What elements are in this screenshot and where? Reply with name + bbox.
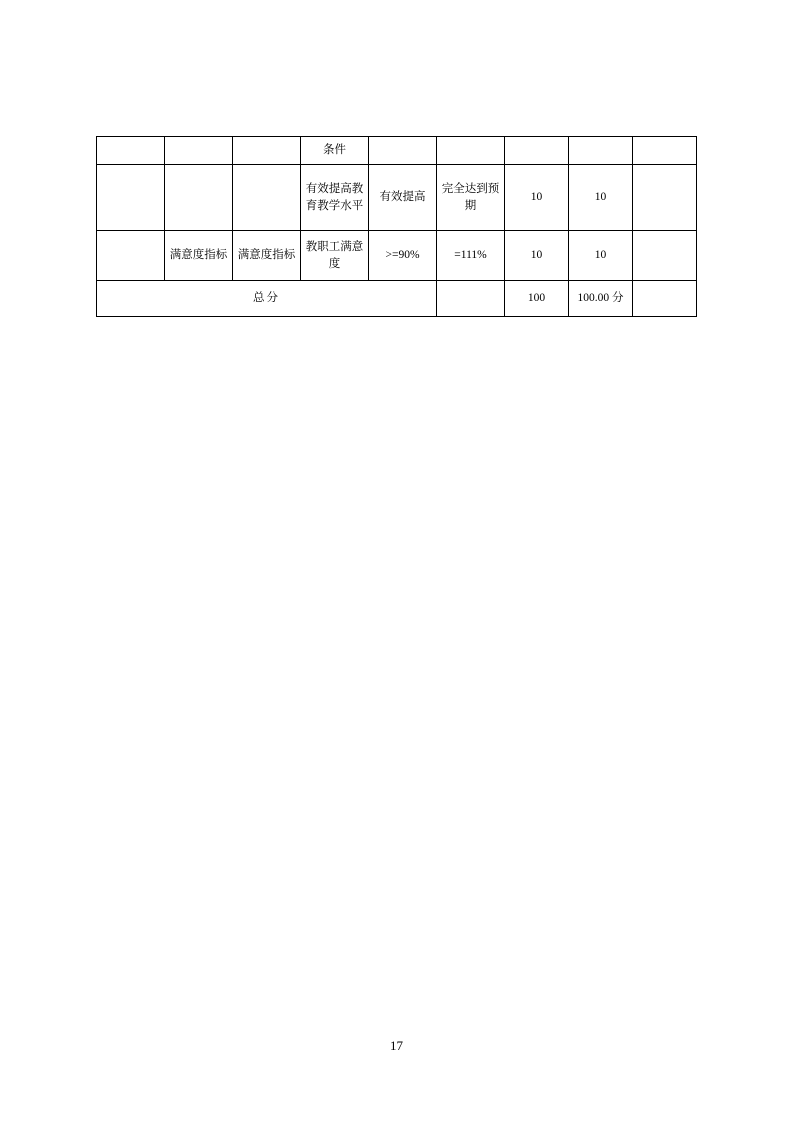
cell-col4: 条件 (301, 137, 369, 165)
cell-col3 (233, 165, 301, 231)
cell-col6: =111% (437, 231, 505, 281)
cell-col2 (165, 165, 233, 231)
total-blank-2 (633, 281, 697, 317)
cell-col8 (569, 137, 633, 165)
cell-col1 (97, 137, 165, 165)
cell-col6: 完全达到预期 (437, 165, 505, 231)
cell-col9 (633, 165, 697, 231)
cell-col1 (97, 165, 165, 231)
total-blank-1 (437, 281, 505, 317)
cell-col4: 有效提高教育教学水平 (301, 165, 369, 231)
table-row (97, 231, 697, 281)
cell-col2 (165, 137, 233, 165)
cell-col4: 教职工满意度 (301, 231, 369, 281)
total-score: 100 (505, 281, 569, 317)
page-number: 17 (390, 1038, 403, 1053)
cell-col1 (97, 231, 165, 281)
cell-col5: >=90% (369, 231, 437, 281)
cell-col5: 有效提高 (369, 165, 437, 231)
total-label: 总分 (97, 281, 437, 317)
score-table-container (96, 136, 696, 317)
cell-col5 (369, 137, 437, 165)
score-table (96, 136, 697, 317)
cell-col7: 10 (505, 165, 569, 231)
cell-col9 (633, 137, 697, 165)
table-row (97, 137, 697, 165)
cell-col7 (505, 137, 569, 165)
cell-col7: 10 (505, 231, 569, 281)
cell-col8: 10 (569, 165, 633, 231)
cell-col3 (233, 137, 301, 165)
table-total-row (97, 281, 697, 317)
cell-col2: 满意度指标 (165, 231, 233, 281)
cell-col9 (633, 231, 697, 281)
table-row (97, 165, 697, 231)
cell-col8: 10 (569, 231, 633, 281)
total-result: 100.00 分 (569, 281, 633, 317)
cell-col6 (437, 137, 505, 165)
cell-col3: 满意度指标 (233, 231, 301, 281)
